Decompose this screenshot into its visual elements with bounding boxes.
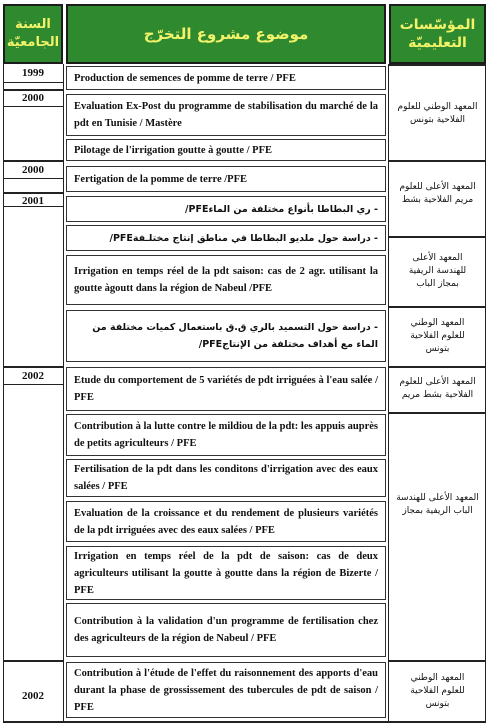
institution-cell (389, 92, 486, 136)
topic-cell (66, 501, 386, 542)
inst-line: المعهد الأعلى للعلوم (399, 377, 476, 387)
inst-line: بتونس (425, 698, 450, 709)
topic-cell (66, 367, 386, 411)
topic-cell (66, 66, 386, 90)
inst-sep (388, 236, 486, 238)
topic-cell (66, 546, 386, 600)
topic-text: Irrigation en temps réel de la pdt saison: cas de 2 agr. utilisant la goutte àgoutt dans la région de Nabeul /PFE (74, 266, 378, 294)
institution-cell (389, 664, 486, 718)
topic-cell (66, 94, 386, 136)
topic-text: Contribution à la lutte contre le mildiou de la pdt: les appuis auprès de petits agriculteurs / PFE (74, 421, 378, 449)
topic-cell (66, 459, 386, 497)
institution-cell (389, 172, 486, 216)
header-institutions (389, 4, 486, 64)
inst-line: المعهد الوطني (410, 317, 465, 328)
topic-cell (66, 310, 386, 362)
inst-line: بمجاز الباب (416, 278, 459, 289)
inst-sep (388, 660, 486, 662)
topic-text: Fertigation de la pomme de terre /PFE (74, 173, 248, 185)
year-sep (3, 89, 63, 91)
inst-line: الفلاحية بشط مريم (401, 390, 474, 400)
year-sep (3, 192, 63, 194)
inst-line: بتونس (425, 343, 450, 354)
institution-cell (389, 480, 486, 530)
topic-text: Pilotage de l'irrigation goutte à goutte / PFE (74, 144, 273, 156)
inst-line: للعلوم الفلاحية (410, 330, 465, 341)
year-cell: 2000 (22, 164, 44, 176)
inst-line: الباب الريفية بمجاز (402, 506, 473, 516)
year-cell: 1999 (22, 67, 44, 79)
topic-cell (66, 225, 386, 251)
topic-text: Evaluation de la croissance et du rendement de plusieurs variétés de la pdt irriguées avec des eaux salées / PFE (74, 507, 378, 536)
inst-line: المعهد الأعلى للعلوم (399, 182, 476, 192)
year-divider (63, 64, 64, 722)
topic-cell (66, 196, 386, 222)
year-sep (3, 384, 63, 385)
frame-left (3, 64, 4, 722)
inst-line: المعهد الوطني للعلوم (397, 102, 478, 112)
inst-sep (388, 64, 486, 66)
inst-line: المعهد الأعلى (412, 252, 463, 263)
institution-cell (389, 240, 486, 302)
year-cell: 2002 (22, 690, 44, 702)
topic-text: - دراسة حول التسميد بالري ق.ق باستعمال كميات مختلفة من الماء مع أهداف مختلفة من الإنتاجPFE/ (92, 322, 378, 350)
topic-cell (66, 603, 386, 657)
header-inst-line1: المؤسّسات (399, 17, 476, 33)
year-sep (3, 82, 63, 83)
topic-text: Evaluation Ex-Post du programme de stabilisation du marché de la pdt en Tunisie / Mastère (74, 101, 378, 129)
header-topic-label: موضوع مشروع التخرّج (143, 25, 309, 43)
topic-text: - دراسة حول ملديو البطاطا في مناطق إنتاج مختلـفةPFE/ (109, 232, 378, 244)
topic-cell (66, 166, 386, 192)
inst-line: للهندسة الريفية (408, 265, 467, 276)
topic-cell (66, 255, 386, 305)
topic-cell (66, 662, 386, 718)
topic-text: Fertilisation de la pdt dans les conditons d'irrigation avec des eaux salées / PFE (74, 464, 378, 492)
inst-line: مريم الفلاحية بشط (401, 195, 474, 205)
inst-line: للعلوم الفلاحية (410, 685, 465, 696)
header-year-line2: الجامعيّة (6, 35, 60, 50)
header-year-line1: السنة (15, 17, 51, 32)
topic-text: Contribution à l'étude de l'effet du raisonnement des apports d'eau durant la phase de grossissement des tubercules de pdt de saison / PFE (74, 667, 378, 713)
header-inst-line2: التعليميّة (408, 35, 467, 51)
year-cell: 2002 (22, 370, 44, 382)
institution-cell (389, 368, 486, 410)
header-topic (66, 4, 386, 64)
topic-cell (66, 139, 386, 161)
year-sep (3, 660, 63, 662)
topic-text: Contribution à la validation d'un programme de fertilisation chez des agriculteurs de la région de Nabeul / PFE (74, 616, 378, 644)
inst-line: الفلاحية بتونس (410, 115, 465, 125)
institution-cell (389, 310, 486, 362)
year-sep (3, 366, 63, 368)
topic-text: Production de semences de pomme de terre / PFE (74, 72, 296, 84)
topic-text: Etude du comportement de 5 variétés de pdt irriguées à l'eau salée / PFE (74, 375, 378, 403)
inst-sep (388, 160, 486, 162)
year-sep (3, 178, 63, 179)
year-sep (3, 160, 63, 162)
inst-sep (388, 412, 486, 414)
year-cell: 2000 (22, 92, 44, 104)
topic-cell (66, 414, 386, 456)
inst-line: المعهد الأعلى للهندسة (396, 493, 479, 503)
year-sep (3, 106, 63, 107)
header-year (3, 4, 63, 64)
year-cell: 2001 (22, 195, 44, 207)
topic-text: Irrigation en temps réel de la pdt de saison: cas de deux agriculteurs utilisant la goutte à goutte dans la région de Bizerte / PFE (74, 550, 378, 596)
inst-sep (388, 306, 486, 308)
frame-bottom (3, 721, 486, 723)
topic-text: - ري البطاطا بأنواع مختلفة من الماءPFE/ (185, 203, 378, 215)
inst-line: المعهد الوطني (410, 672, 465, 683)
